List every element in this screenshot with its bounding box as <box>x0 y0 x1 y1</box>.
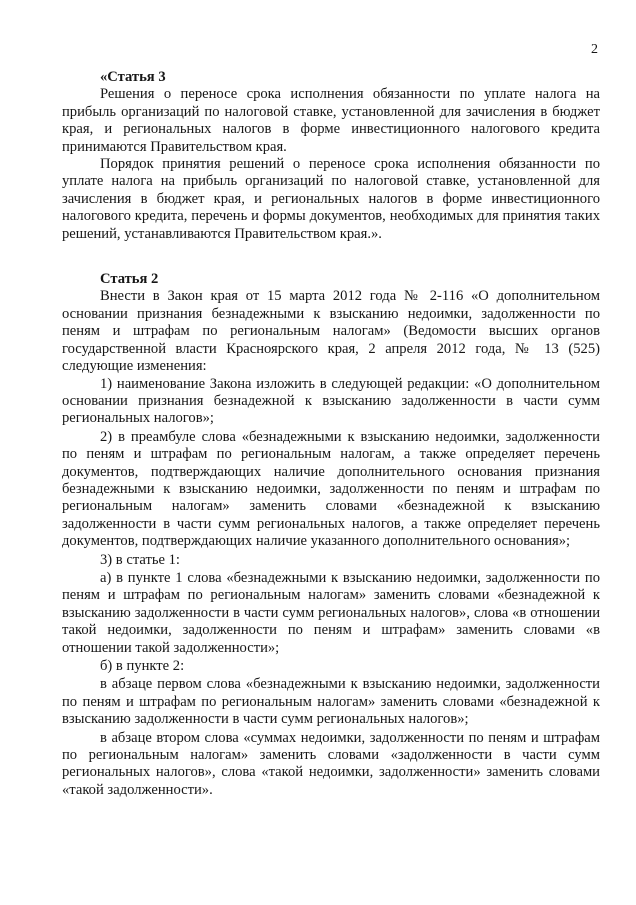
article-3-heading: «Статья 3 <box>100 69 166 85</box>
article-2-intro: Внести в Закон края от 15 марта 2012 года № 2-116 «О дополнительном основании признания безнадежными к взысканию недоимки, задолженности по пеням и штрафам по региональным налогам» (Ведомости высших органов государственной власти Красноярского края, 2 апреля 2012 года, № 13 (525) следующие изменения: <box>62 288 600 375</box>
article-2-heading: Статья 2 <box>100 271 159 288</box>
amendment-item-3b-paragraph-1: в абзаце первом слова «безнадежными к взысканию недоимки, задолженности по пеням и штрафам по региональным налогам» заменить словами «безнадежной к взысканию задолженности в части сумм региональных налогов»; <box>62 676 600 728</box>
article-3-paragraph-1: Решения о переносе срока исполнения обязанности по уплате налога на прибыль организаций по налоговой ставке, установленной для зачисления в бюджет края, и региональных налогов в форме инвестиционного налогового кредита принимаются Правительством края. <box>62 86 600 155</box>
page-number: 2 <box>591 42 598 57</box>
amendment-item-2: 2) в преамбуле слова «безнадежными к взысканию недоимки, задолженности по пеням и штрафам по региональным налогам, а также определяет перечень документов, подтверждающих наличие дополнительного основания признания безнадежными к взысканию недоимки, задолженности по пеням и штрафам по региональным налогам» заменить словами «безнадежной к взысканию задолженности в части сумм региональных налогов, а также определяет перечень документов, подтверждающих наличие указанного дополнительного основания»; <box>62 428 600 550</box>
amendment-item-3: 3) в статье 1: <box>100 551 180 568</box>
amendment-item-3b: б) в пункте 2: <box>100 658 185 674</box>
amendment-item-3b-paragraph-2: в абзаце втором слова «суммах недоимки, задолженности по пеням и штрафам по региональным налогам» заменить словами «задолженности в части сумм региональных налогов», слова «такой недоимки, задолженности» заменить словами «такой задолженности». <box>62 729 600 798</box>
article-3-paragraph-2: Порядок принятия решений о переносе срока исполнения обязанности по уплате налога на прибыль организаций по налоговой ставке, установленной для зачисления в бюджет края, и региональных налогов в форме инвестиционного налогового кредита, перечень и формы документов, необходимых для принятия таких решений, устанавливаются Правительством края.». <box>62 156 600 242</box>
amendment-item-3a: а) в пункте 1 слова «безнадежными к взысканию недоимки, задолженности по пеням и штрафам по региональным налогам» заменить словами «безнадежной к взысканию задолженности в части сумм региональных налогов», слова «в отношении такой недоимки, задолженности по пеням и штрафам» заменить словами «в отношении такой задолженности»; <box>62 569 600 656</box>
document-body <box>62 69 600 799</box>
amendment-item-1: 1) наименование Закона изложить в следующей редакции: «О дополнительном основании признания безнадежной к взысканию задолженности в части сумм региональных налогов»; <box>62 375 600 427</box>
